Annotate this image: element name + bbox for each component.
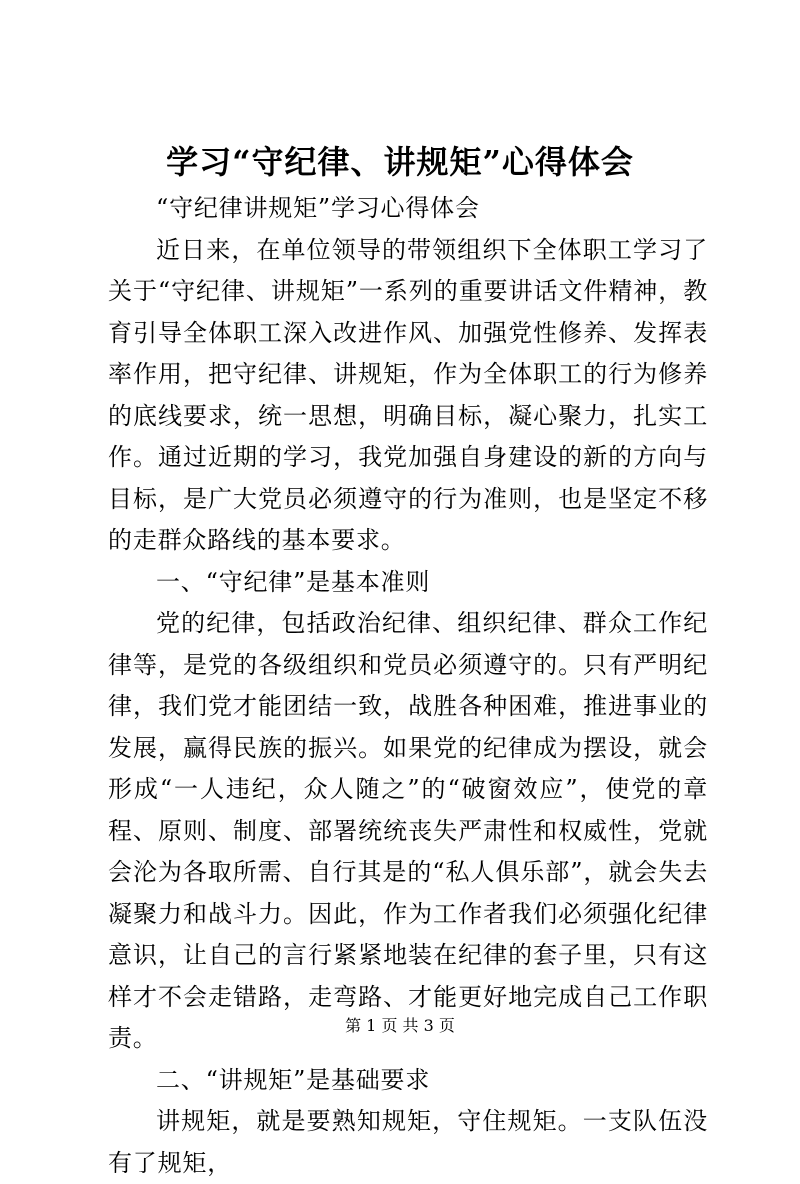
section-2-paragraph: 讲规矩，就是要熟知规矩，守住规矩。一支队伍没有了规矩， bbox=[108, 1107, 708, 1177]
section-heading-1: 一、“守纪律”是基本准则 bbox=[156, 567, 431, 596]
document-title: 学习“守纪律、讲规矩”心得体会 bbox=[166, 143, 634, 181]
intro-paragraph: 近日来，在单位领导的带领组织下全体职工学习了关于“守纪律、讲规矩”一系列的重要讲话文件精神，教育引导全体职工深入改进作风、加强党性修养、发挥表率作用，把守纪律、讲规矩，作为全体职工的行为修养的底线要求，统一思想，明确目标，凝心聚力，扎实工作。通过近期的学习，我党加强自身建设的新的方向与目标，是广大党员必须遵守的行为准则，也是坚定不移的走群众路线的基本要求。 bbox=[108, 235, 708, 554]
subtitle-paragraph: “守纪律讲规矩”学习心得体会 bbox=[156, 194, 480, 222]
section-1-paragraph: 党的纪律，包括政治纪律、组织纪律、群众工作纪律等，是党的各级组织和党员必须遵守的。只有严明纪律，我们党才能团结一致，战胜各种困难，推进事业的发展，赢得民族的振兴。如果党的纪律成为摆设，就会形成“一人违纪，众人随之”的“破窗效应”，使党的章程、原则、制度、部署统统丧失严肃性和权威性，党就会沦为各取所需、自行其是的“私人俱乐部”，就会失去凝聚力和战斗力。因此，作为工作者我们必须强化纪律意识，让自己的言行紧紧地装在纪律的套子里，只有这样才不会走错路，走弯路、才能更好地完成自己工作职责。 bbox=[108, 609, 708, 1052]
page-footer: 第 1 页 共 3 页 bbox=[345, 1016, 455, 1035]
section-heading-2: 二、“讲规矩”是基础要求 bbox=[156, 1065, 431, 1094]
